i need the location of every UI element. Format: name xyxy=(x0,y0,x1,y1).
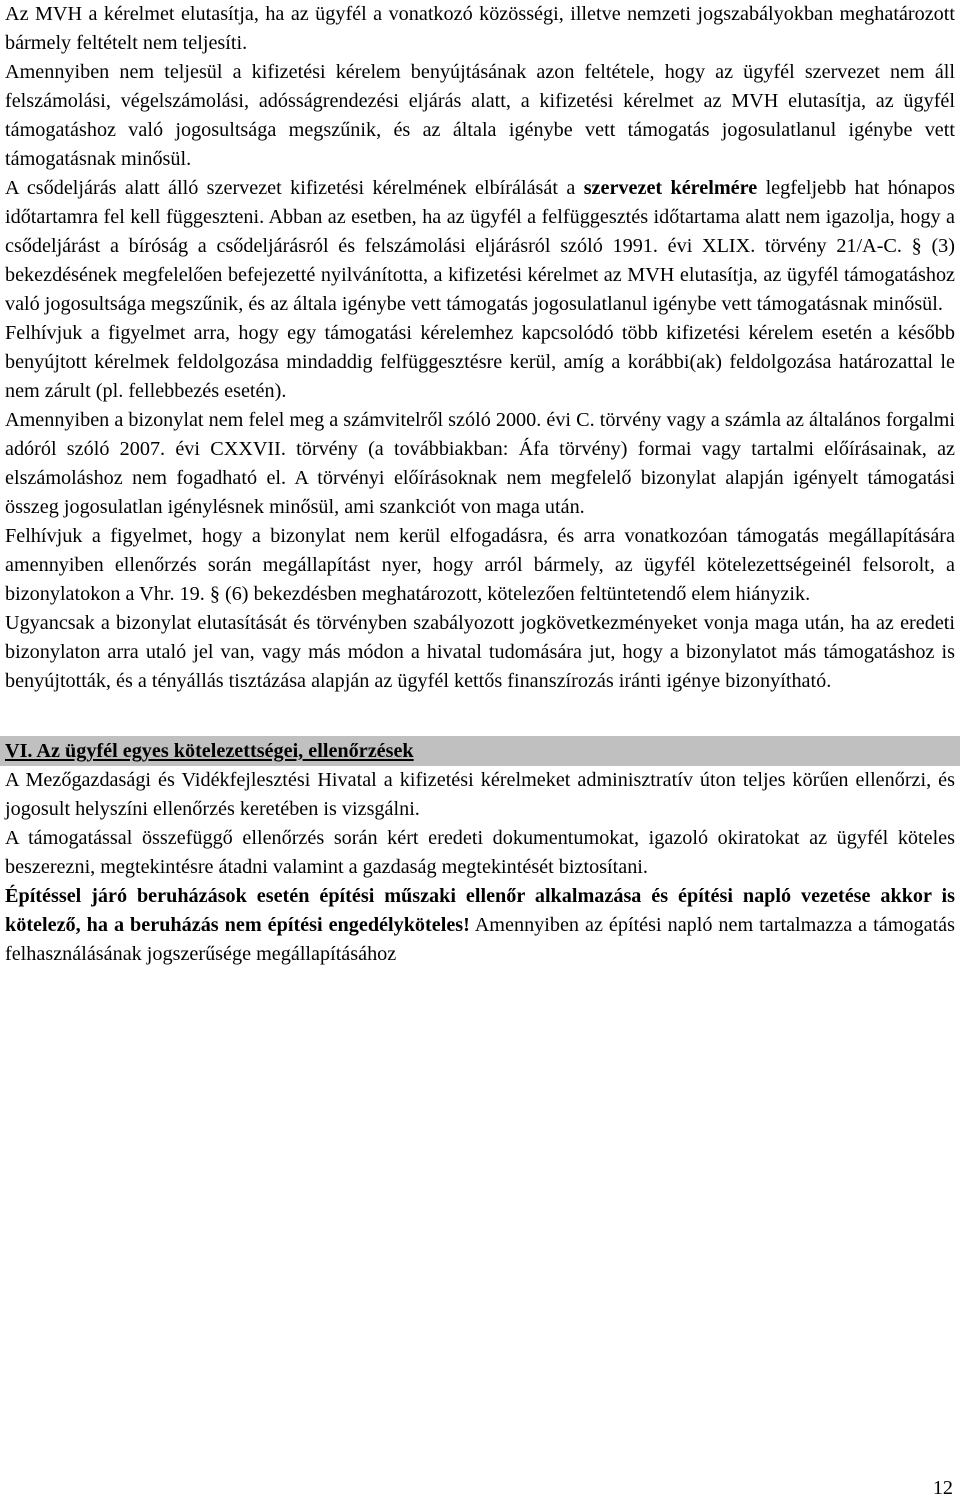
paragraph-liquidation: Amennyiben nem teljesül a kifizetési kérelem benyújtásának azon feltétele, hogy az ügyfél szervezet nem áll felszámolási, végelszámolási, adósságrendezési eljárás alatt, a kifizetési kérelmet az MVH elutasítja, az ügyfél támogatáshoz való jogosultsága megszűnik, és az általa igénybe vett támogatás jogosulatlanul igénybe vett támogatásnak minősül. xyxy=(5,61,955,170)
paragraph-receipt-requirements: Amennyiben a bizonylat nem felel meg a számvitelről szóló 2000. évi C. törvény vagy a számla az általános forgalmi adóról szóló 2007. évi CXXVII. törvény (a továbbiakban: Áfa törvény) formai vagy tartalmi előírásainak, az elszámoláshoz nem fogadható el. A törvényi előírásoknak nem megfelelő bizonylat alapján igényelt támogatási összeg jogosulatlan igénylésnek minősül, ami szankciót von maga után. xyxy=(5,409,955,518)
paragraph-construction-text: Amennyiben az építési napló nem tartalmazza a támogatás felhasználásának jogszerűsége megállapításához xyxy=(5,914,955,965)
paragraph-receipt-rejection: Felhívjuk a figyelmet, hogy a bizonylat nem kerül elfogadásra, és arra vonatkozóan támogatás megállapítására amennyiben ellenőrzés során megállapítást nyer, hogy arról bármely, az ügyfél kötelezettségeinél felsorolt, a bizonylatokon a Vhr. 19. § (6) bekezdésben meghatározott, kötelezően feltüntetendő elem hiányzik. xyxy=(5,525,955,605)
paragraph-bankruptcy-text-1: A csődeljárás alatt álló szervezet kifizetési kérelmének elbírálását a xyxy=(5,177,584,199)
paragraph-double-financing: Ugyancsak a bizonylat elutasítását és törvényben szabályozott jogkövetkezményeket vonja maga után, ha az eredeti bizonylaton arra utaló jel van, vagy más módon a hivatal tudomására jut, hogy a bizonylatot más támogatáshoz is benyújtották, és a tényállás tisztázása alapján az ügyfél kettős finanszírozás iránti igénye bizonyítható. xyxy=(5,612,955,692)
section-heading: VI. Az ügyfél egyes kötelezettségei, ellenőrzések xyxy=(0,736,960,766)
paragraph-rejection-conditions: Az MVH a kérelmet elutasítja, ha az ügyfél a vonatkozó közösségi, illetve nemzeti jogszabályokban meghatározott bármely feltételt nem teljesíti. xyxy=(5,3,955,54)
paragraph-mvh-checks: A Mezőgazdasági és Vidékfejlesztési Hivatal a kifizetési kérelmeket adminisztratív úton teljes körűen ellenőrzi, és jogosult helyszíni ellenőrzés keretében is vizsgálni. xyxy=(5,769,955,820)
paragraph-construction-bold: Építéssel járó beruházások esetén építési műszaki ellenőr alkalmazása és építési napló vezetése akkor is kötelező, ha a beruházás nem építési engedélyköteles! xyxy=(5,885,955,936)
paragraph-multiple-requests: Felhívjuk a figyelmet arra, hogy egy támogatási kérelemhez kapcsolódó több kifizetési kérelem esetén a később benyújtott kérelmek feldolgozása mindaddig felfüggesztésre kerül, amíg a korábbi(ak) feldolgozása határozattal le nem zárult (pl. fellebbezés esetén). xyxy=(5,322,955,402)
paragraph-bankruptcy-bold: szervezet kérelmére xyxy=(583,177,758,199)
page-number: 12 xyxy=(932,1477,953,1499)
paragraph-construction xyxy=(5,882,955,969)
paragraph-bankruptcy xyxy=(5,174,955,319)
paragraph-documents: A támogatással összefüggő ellenőrzés során kért eredeti dokumentumokat, igazoló okiratokat az ügyfél köteles beszerezni, megtekintésre átadni valamint a gazdaság megtekintését biztosítani. xyxy=(5,827,955,878)
paragraph-bankruptcy-text-2: legfeljebb hat hónapos időtartamra fel kell függeszteni. Abban az esetben, ha az ügyfél a felfüggesztés időtartama alatt nem igazolja, hogy a csődeljárást a bíróság a csődeljárásról és felszámolási eljárásról szóló 1991. évi XLIX. törvény 21/A-C. § (3) bekezdésének megfelelően befejezetté nyilvánította, a kifizetési kérelmet az MVH elutasítja, az ügyfél támogatáshoz való jogosultsága megszűnik, és az általa igénybe vett támogatás jogosulatlanul igénybe vett támogatásnak minősül. xyxy=(5,177,955,315)
document-body xyxy=(5,0,955,969)
